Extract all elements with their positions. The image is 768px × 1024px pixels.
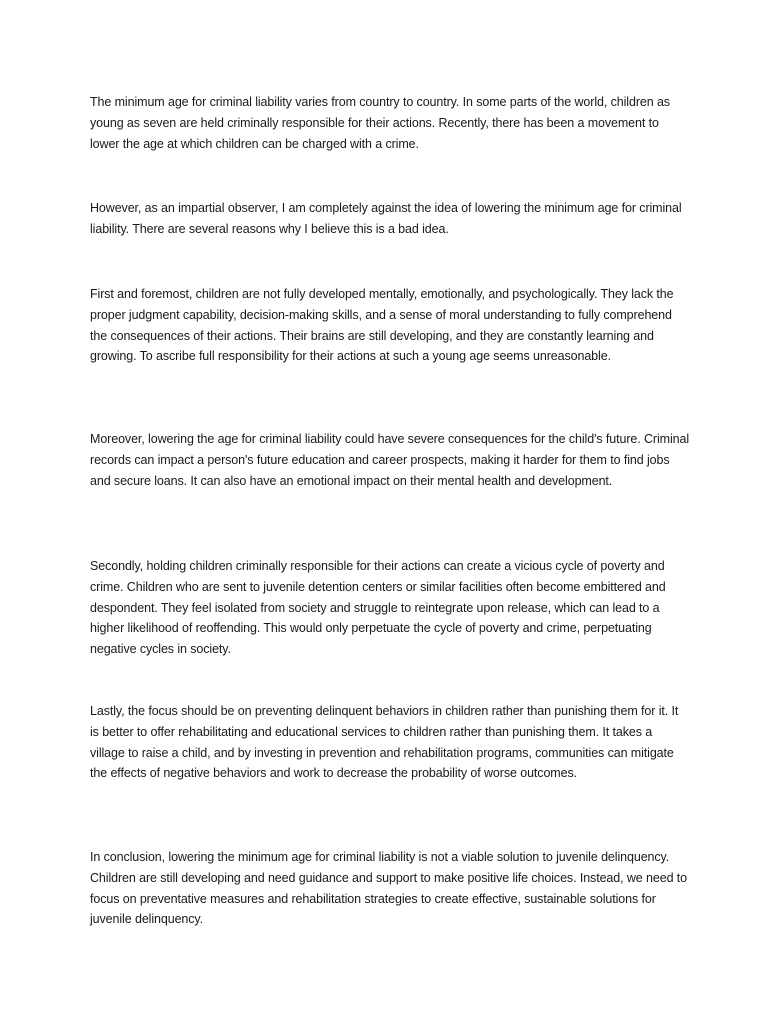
paragraph-thesis: However, as an impartial observer, I am completely against the idea of lowering the minimum age for criminal liability. There are several reasons why I believe this is a bad idea. [90,201,682,236]
paragraph-conclusion: In conclusion, lowering the minimum age for criminal liability is not a viable solution to juvenile delinquency. Children are still developing and need guidance and support to make positive life choices. Instead, we need to focus on preventative measures and rehabilitation strategies to create effective, sustainable solutions for juvenile delinquency. [90,850,688,927]
paragraph-prevention: Lastly, the focus should be on preventing delinquent behaviors in children rather than punishing them for it. It is better to offer rehabilitating and educational services to children rather than punishing them. It takes a village to raise a child, and by investing in prevention and rehabilitation programs, communities can mitigate the effects of negative behaviors and work to decrease the probability of worse outcomes. [90,704,679,781]
paragraph-introduction: The minimum age for criminal liability varies from country to country. In some parts of the world, children as young as seven are held criminally responsible for their actions. Recently, there has been a movement to lower the age at which children can be charged with a crime. [90,95,670,151]
paragraph-cycle-of-poverty: Secondly, holding children criminally responsible for their actions can create a vicious cycle of poverty and crime. Children who are sent to juvenile detention centers or similar facilities often become embittered and despondent. They feel isolated from society and struggle to reintegrate upon release, which can lead to a higher likelihood of reoffending. This would only perpetuate the cycle of poverty and crime, perpetuating negative cycles in society. [90,559,666,657]
paragraph-development: First and foremost, children are not fully developed mentally, emotionally, and psychologically. They lack the proper judgment capability, decision-making skills, and a sense of moral understanding to fully comprehend the consequences of their actions. Their brains are still developing, and they are constantly learning and growing. To ascribe full responsibility for their actions at such a young age seems unreasonable. [90,287,674,364]
paragraph-consequences: Moreover, lowering the age for criminal liability could have severe consequences for the child's future. Criminal records can impact a person's future education and career prospects, making it harder for them to find jobs and secure loans. It can also have an emotional impact on their mental health and development. [90,432,690,488]
